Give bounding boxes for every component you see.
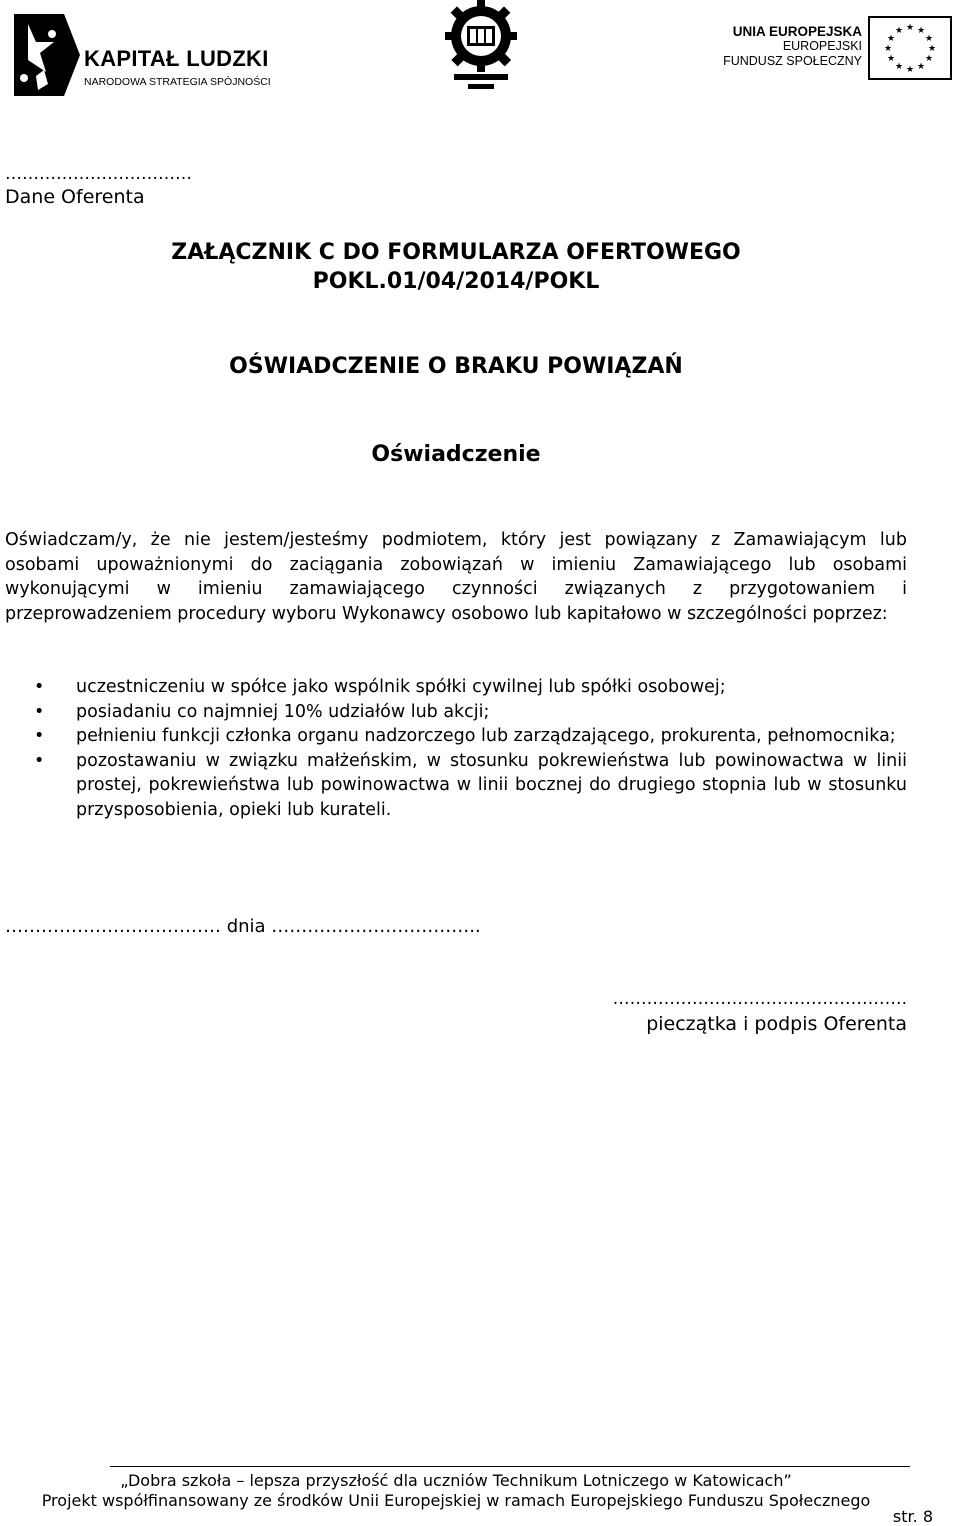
svg-text:★: ★ — [916, 62, 926, 72]
kapital-ludzki-logo — [14, 14, 271, 96]
kapital-ludzki-emblem-icon — [14, 14, 80, 96]
eu-logo — [722, 16, 952, 82]
bullet-icon: • — [34, 701, 45, 722]
svg-text:★: ★ — [916, 26, 926, 36]
place-date-line: ……………………………… dnia …………………………….. — [5, 916, 481, 937]
svg-text:★: ★ — [905, 65, 915, 75]
eu-logo-line1: UNIA EUROPEJSKA — [732, 24, 862, 39]
annex-reference: POKL.01/04/2014/POKL — [312, 269, 600, 294]
list-item-text: pozostawaniu w związku małżeńskim, w stosunku pokrewieństwa lub powinowactwa w linii prostej, pokrewieństwa lub powinowactwa w linii bocznej do drugiego stopnia lub w stosunku przysposobienia, opieki lub kurateli. — [76, 750, 907, 820]
kapital-ludzki-subtitle: NARODOWA STRATEGIA SPÓJNOŚCI — [84, 76, 271, 88]
bullet-icon: • — [34, 677, 45, 697]
footer-project-title: „Dobra szkoła – lepsza przyszłość dla uczniów Technikum Lotniczego w Katowicach” — [120, 1471, 792, 1490]
eu-logo-line3: FUNDUSZ SPOŁECZNY — [723, 54, 862, 68]
annex-title: ZAŁĄCZNIK C DO FORMULARZA OFERTOWEGO — [171, 240, 741, 265]
bidder-data-dots: …………………………… — [5, 164, 192, 184]
svg-text:★: ★ — [905, 23, 915, 33]
statement-title: OŚWIADCZENIE O BRAKU POWIĄZAŃ — [229, 354, 683, 379]
svg-text:★: ★ — [894, 62, 904, 72]
page-number: str. 8 — [892, 1507, 933, 1526]
svg-text:★: ★ — [886, 34, 896, 44]
list-item-text: uczestniczeniu w spółce jako wspólnik spółki cywilnej lub spółki osobowej; — [76, 677, 726, 697]
list-item-text: pełnieniu funkcji członka organu nadzorczego lub zarządzającego, prokurenta, pełnomocnika; — [76, 726, 896, 747]
list-item-text: posiadaniu co najmniej 10% udziałów lub akcji; — [76, 701, 490, 722]
bullet-icon: • — [34, 750, 45, 771]
footer-divider — [110, 1466, 910, 1467]
zdz-katowice-logo — [436, 0, 526, 92]
eu-logo-text — [723, 24, 862, 69]
svg-text:★: ★ — [894, 26, 904, 36]
svg-text:★: ★ — [924, 54, 934, 64]
relationship-list — [5, 675, 907, 823]
svg-text:★: ★ — [886, 54, 896, 64]
list-item — [5, 675, 907, 700]
statement-subtitle: Oświadczenie — [371, 442, 541, 467]
bullet-icon: • — [34, 726, 45, 747]
svg-text:★: ★ — [927, 44, 937, 54]
list-item — [5, 700, 907, 725]
kapital-ludzki-title: KAPITAŁ LUDZKI — [84, 46, 269, 71]
statement-paragraph: Oświadczam/y, że nie jestem/jesteśmy podmiotem, który jest powiązany z Zamawiającym lub osobami upoważnionymi do zaciągania zobowiązań w imieniu Zamawiającego lub osobami wykonującymi w imieniu zamawiającego czynności związanych z przygotowaniem i przeprowadzeniem procedury wyboru Wykonawcy osobowo lub kapitałowo w szczególności poprzez: — [5, 530, 907, 624]
list-item — [5, 724, 907, 749]
bidder-data-label: Dane Oferenta — [5, 186, 145, 208]
svg-text:★: ★ — [924, 34, 934, 44]
signature-dots: ……………………………………………. — [612, 989, 907, 1009]
eu-flag-icon — [868, 16, 952, 80]
list-item — [5, 749, 907, 823]
eu-logo-line2: EUROPEJSKI — [782, 39, 862, 53]
signature-label: pieczątka i podpis Oferenta — [646, 1013, 907, 1035]
svg-text:★: ★ — [883, 44, 893, 54]
footer-cofinancing-note: Projekt współfinansowany ze środków Unii Europejskiej w ramach Europejskiego Funduszu Społecznego — [41, 1491, 871, 1510]
